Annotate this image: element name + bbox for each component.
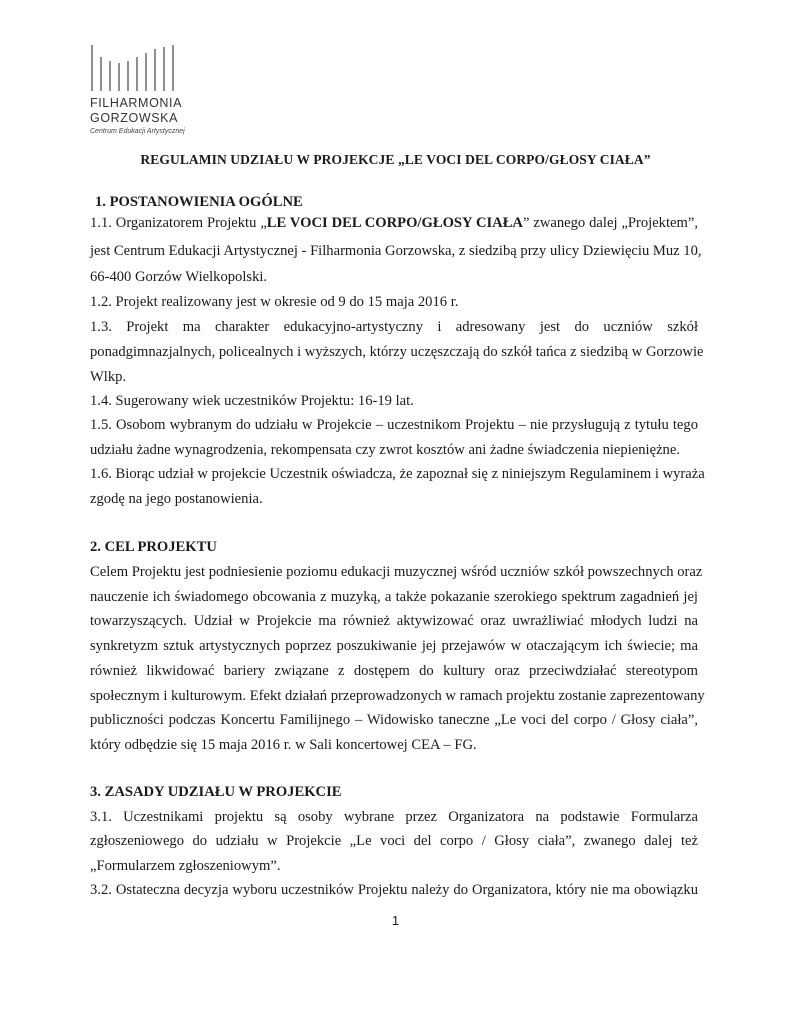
paragraph-line: nauczenie ich świadomego obcowania z muzyką, a także pokazanie szerokiego spektrum zagadnień jej	[90, 589, 698, 605]
section-heading-2: 2. CEL PROJEKTU	[90, 539, 217, 555]
paragraph-line: „Formularzem zgłoszeniowym”.	[90, 858, 281, 874]
paragraph-1-3-line-1: 1.3. Projekt ma charakter edukacyjno-artystyczny i adresowany jest do uczniów szkół	[90, 319, 698, 335]
page-number: 1	[391, 913, 400, 928]
paragraph-1-5-line-1: 1.5. Osobom wybranym do udziału w Projekcie – uczestnikom Projektu – nie przysługują z tytułu tego	[90, 417, 698, 433]
logo-name-line2: GORZOWSKA	[90, 111, 179, 125]
paragraph-line: Celem Projektu jest podniesienie poziomu edukacji muzycznej wśród uczniów szkół powszechnych oraz	[90, 564, 703, 580]
paragraph-line: społecznym i kulturowym. Efekt działań przeprowadzonych w ramach projektu zostanie zaprezentowany	[90, 688, 705, 704]
paragraph-1-3-line-2: ponadgimnazjalnych, policealnych i wyższych, którzy uczęszczają do szkół tańca z siedzibą w Gorzowie	[90, 344, 704, 360]
filharmonia-logo	[88, 43, 188, 143]
project-name-bold: LE VOCI DEL CORPO/GŁOSY CIAŁA	[266, 215, 523, 231]
text-span: ” zwanego dalej „Projektem”,	[522, 215, 698, 231]
paragraph-line: synkretyzm sztuk artystycznych poprzez poszukiwanie jej przejawów w otaczającym ich świecie; ma	[90, 638, 698, 654]
paragraph-1-1-line-2: jest Centrum Edukacji Artystycznej - Filharmonia Gorzowska, z siedzibą przy ulicy Dziewięciu Muz 10,	[90, 243, 702, 259]
paragraph-line: 3.1. Uczestnikami projektu są osoby wybrane przez Organizatora na podstawie Formularza	[90, 809, 698, 825]
paragraph-line: również likwidować bariery związane z dostępem do kultury oraz przeciwdziałać stereotypom	[90, 663, 698, 679]
logo-name-line1: FILHARMONIA	[90, 96, 183, 110]
paragraph-1-3-line-3: Wlkp.	[90, 369, 127, 385]
paragraph-1-6-line-2: zgodę na jego postanowienia.	[90, 491, 263, 507]
organ-pipes-icon	[90, 43, 176, 93]
paragraph-1-1-line-3: 66-400 Gorzów Wielkopolski.	[90, 269, 268, 285]
section-heading-3: 3. ZASADY UDZIAŁU W PROJEKCIE	[90, 784, 342, 800]
section-heading-1: 1. POSTANOWIENIA OGÓLNE	[95, 194, 303, 210]
paragraph-line: towarzyszących. Udział w Projekcie ma również aktywizować oraz uwrażliwiać młodych ludzi na	[90, 613, 698, 629]
paragraph-line: 3.2. Ostateczna decyzja wyboru uczestników Projektu należy do Organizatora, który nie ma obowiązku	[90, 882, 698, 898]
text-span: 1.1. Organizatorem Projektu „	[90, 215, 267, 231]
paragraph-1-4: 1.4. Sugerowany wiek uczestników Projektu: 16-19 lat.	[90, 393, 414, 409]
paragraph-1-2: 1.2. Projekt realizowany jest w okresie od 9 do 15 maja 2016 r.	[90, 294, 459, 310]
document-title: REGULAMIN UDZIAŁU W PROJEKCJE „LE VOCI DEL CORPO/GŁOSY CIAŁA”	[140, 152, 651, 167]
paragraph-line: który odbędzie się 15 maja 2016 r. w Sali koncertowej CEA – FG.	[90, 737, 477, 753]
paragraph-1-5-line-2: udziału żadne wynagrodzenia, rekompensata czy zwrot kosztów ani żadne świadczenia niepieniężne.	[90, 442, 680, 458]
logo-tagline: Centrum Edukacji Artystycznej	[90, 128, 185, 135]
paragraph-line: zgłoszeniowego do udziału w Projekcie „Le voci del corpo / Głosy ciała”, zwanego dalej też	[90, 833, 698, 849]
paragraph-line: publiczności podczas Koncertu Familijnego – Widowisko taneczne „Le voci del corpo / Głosy ciała”,	[90, 712, 698, 728]
paragraph-1-6-line-1: 1.6. Biorąc udział w projekcie Uczestnik oświadcza, że zapoznał się z niniejszym Regulaminem i wyraża	[90, 466, 705, 482]
paragraph-1-1-line-1	[90, 214, 698, 232]
